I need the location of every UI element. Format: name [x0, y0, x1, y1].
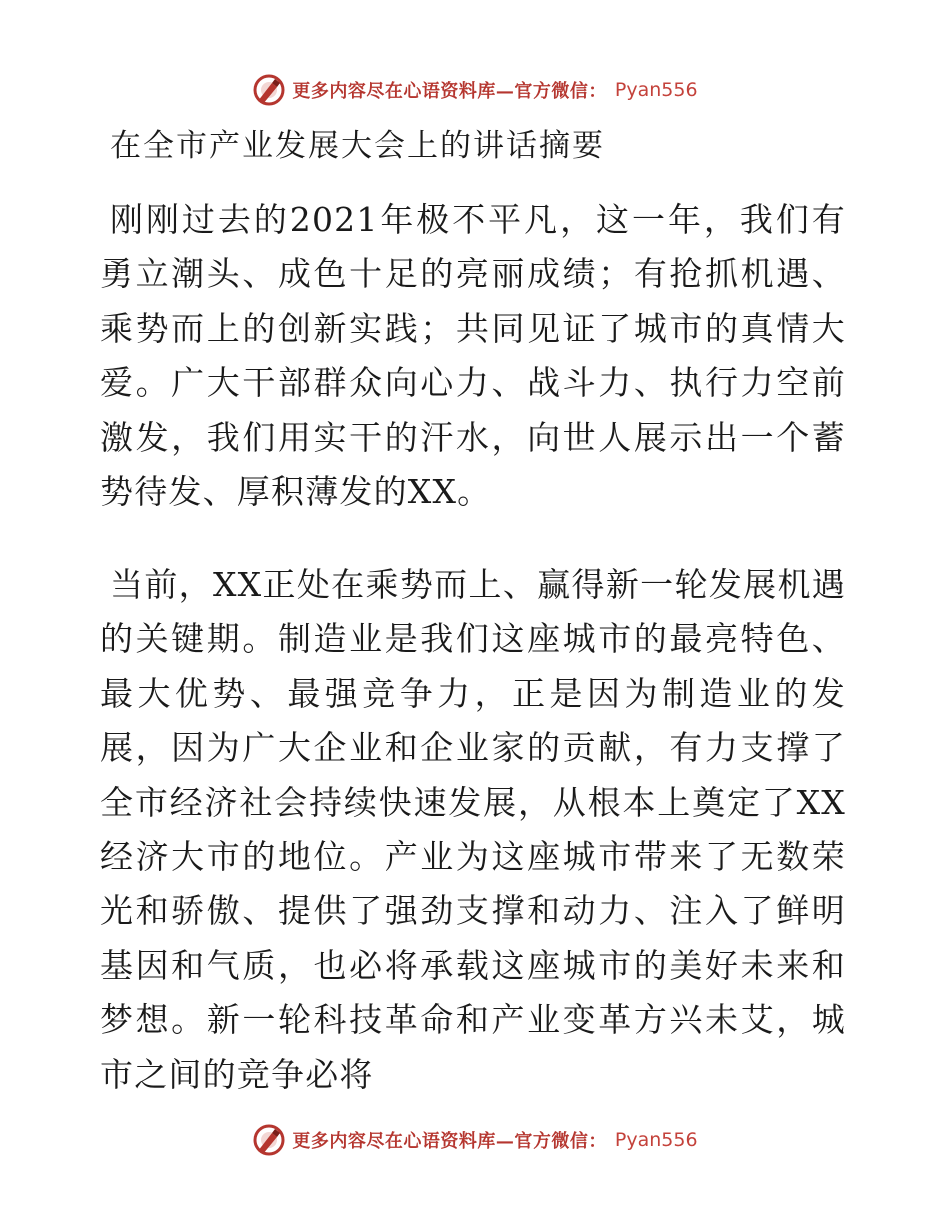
body-paragraph-2: 当前，XX正处在乘势而上、赢得新一轮发展机遇的关键期。制造业是我们这座城市的最亮特色、最大优势、最强竞争力，正是因为制造业的发展，因为广大企业和企业家的贡献，有力支撑了全市经济社会持续快速发展，从根本上奠定了XX经济大市的地位。产业为这座城市带来了无数荣光和骄傲、提供了强劲支撑和动力、注入了鲜明基因和气质，也必将承载这座城市的美好未来和梦想。新一轮科技革命和产业变革方兴未艾，城市之间的竞争必将	[100, 565, 846, 1094]
footer-watermark	[0, 1122, 950, 1158]
body-paragraph-1: 刚刚过去的2021年极不平凡，这一年，我们有勇立潮头、成色十足的亮丽成绩；有抢抓机遇、乘势而上的创新实践；共同见证了城市的真情大爱。广大干部群众向心力、战斗力、执行力空前激发，我们用实干的汗水，向世人展示出一个蓄势待发、厚积薄发的XX。	[100, 200, 846, 512]
pen-nib-logo-icon	[252, 1123, 286, 1157]
watermark-text: 更多内容尽在心语资料库—官方微信：	[292, 81, 607, 102]
watermark-wechat-id: Pyan556	[614, 79, 698, 101]
watermark-wechat-id: Pyan556	[614, 1129, 698, 1151]
watermark-text: 更多内容尽在心语资料库—官方微信：	[292, 1131, 607, 1152]
pen-nib-logo-icon	[252, 73, 286, 107]
header-watermark	[0, 72, 950, 108]
document-title: 在全市产业发展大会上的讲话摘要	[110, 128, 605, 164]
